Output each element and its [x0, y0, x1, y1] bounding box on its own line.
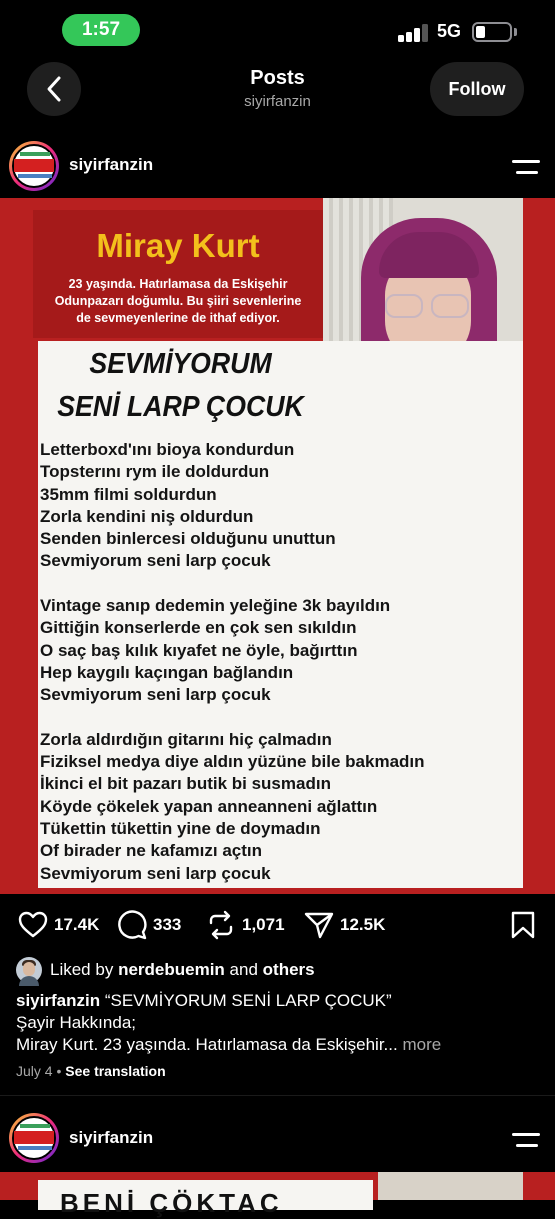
- comment-icon: [117, 910, 147, 940]
- next-post-username[interactable]: siyirfanzin: [69, 1128, 154, 1147]
- send-icon: [304, 910, 334, 940]
- poet-bio: 23 yaşında. Hatırlamasa da Eskişehir Odunpazarı doğumlu. Bu şiiri sevenlerine de sevmeyenlerine de ithaf ediyor.: [54, 277, 302, 325]
- liked-by-others[interactable]: others: [262, 960, 315, 979]
- heart-icon: [18, 911, 48, 939]
- poem-line: O saç baş kılık kıyafet ne öyle, bağırttın: [40, 640, 358, 660]
- poet-name: Miray Kurt: [96, 227, 260, 264]
- poem-line: İkinci el bit pazarı butik bi susmadın: [40, 774, 331, 794]
- bookmark-icon: [510, 911, 536, 939]
- poem-line: Fiziksel medya diye aldın yüzüne bile bakmadın: [40, 752, 425, 772]
- more-link[interactable]: more: [402, 1035, 442, 1054]
- poem-title-line2: SENİ LARP ÇOCUK: [57, 391, 304, 423]
- follow-button[interactable]: Follow: [430, 62, 524, 116]
- post-meta: [16, 1063, 166, 1079]
- liked-by-text[interactable]: Liked by nerdebuemin and others: [50, 960, 315, 979]
- stanza-gap: [40, 708, 520, 730]
- next-post-image[interactable]: [0, 1172, 555, 1218]
- post-username[interactable]: siyirfanzin: [69, 155, 154, 174]
- post-divider: [0, 1095, 555, 1096]
- poem-line: Zorla aldırdığın gitarını hiç çalmadın: [40, 729, 332, 749]
- poem-line: Sevmiyorum seni larp çocuk: [40, 685, 271, 705]
- next-post-menu-icon[interactable]: [512, 1131, 540, 1151]
- next-post-avatar[interactable]: [9, 1113, 59, 1163]
- poem-line: Topsterını rym ile doldurdun: [40, 462, 270, 482]
- poem-line: Sevmiyorum seni larp çocuk: [40, 863, 271, 883]
- signal-icon: [398, 24, 430, 42]
- poem-line: Senden binlercesi olduğunu unuttun: [40, 529, 336, 549]
- poem-line: Vintage sanıp dedemin yeleğine 3k bayıldın: [40, 596, 391, 616]
- caption-line-1: [16, 991, 392, 1011]
- see-translation-link[interactable]: See translation: [65, 1063, 166, 1079]
- like-count: 17.4K: [54, 915, 100, 934]
- poem-line: Köyde çökelek yapan anneanneni ağlattın: [40, 796, 378, 816]
- like-button[interactable]: [18, 910, 99, 940]
- status-time: 1:57: [62, 14, 140, 46]
- comment-button[interactable]: [117, 910, 181, 940]
- meta-separator: •: [56, 1063, 62, 1079]
- poem-body: [40, 440, 520, 886]
- poem-line: Hep kaygılı kaçıngan bağlandın: [40, 662, 294, 682]
- caption-username[interactable]: siyirfanzin: [16, 991, 101, 1010]
- repost-count: 1,071: [242, 915, 285, 934]
- poem-line: Letterboxd'ını bioya kondurdun: [40, 440, 295, 459]
- poem-line: Tükettin tükettin yine de doymadın: [40, 819, 321, 839]
- page-title: Posts: [250, 67, 305, 89]
- poem-line: 35mm filmi soldurdun: [40, 484, 217, 504]
- post-avatar[interactable]: [9, 141, 59, 191]
- share-button[interactable]: [304, 910, 385, 940]
- battery-icon: [472, 22, 512, 42]
- poet-header: [33, 210, 323, 338]
- caption-text: “SEVMİYORUM SENİ LARP ÇOCUK”: [104, 991, 392, 1010]
- liked-by-user[interactable]: nerdebuemin: [118, 960, 225, 979]
- share-count: 12.5K: [340, 915, 386, 934]
- poem-line: Zorla kendini niş oldurdun: [40, 506, 254, 526]
- poem-line: Sevmiyorum seni larp çocuk: [40, 551, 271, 571]
- caption-line-3: Miray Kurt. 23 yaşında. Hatırlamasa da Eskişehir... more: [16, 1035, 442, 1054]
- status-bar: [0, 0, 555, 60]
- repost-button[interactable]: [206, 910, 285, 940]
- poem-line: Gittiğin konserlerde en çok sen sıkıldın: [40, 618, 357, 638]
- liker-avatar[interactable]: [16, 957, 42, 983]
- network-label: 5G: [437, 21, 462, 41]
- next-post-teaser-text: BENİ ÇÖKTAC: [60, 1188, 283, 1218]
- page-subtitle: siyirfanzin: [244, 93, 311, 110]
- stanza-gap: [40, 574, 520, 596]
- post-image[interactable]: [0, 198, 555, 894]
- bookmark-button[interactable]: [510, 911, 536, 944]
- comment-count: 333: [153, 915, 182, 934]
- caption-line-2: Şayir Hakkında;: [16, 1013, 136, 1032]
- repost-icon: [206, 910, 236, 940]
- post-date: July 4: [16, 1063, 53, 1079]
- poem-line: Of birader ne kafamızı açtın: [40, 841, 263, 861]
- menu-icon[interactable]: [512, 158, 540, 178]
- poem-title-line1: SEVMİYORUM: [89, 348, 272, 380]
